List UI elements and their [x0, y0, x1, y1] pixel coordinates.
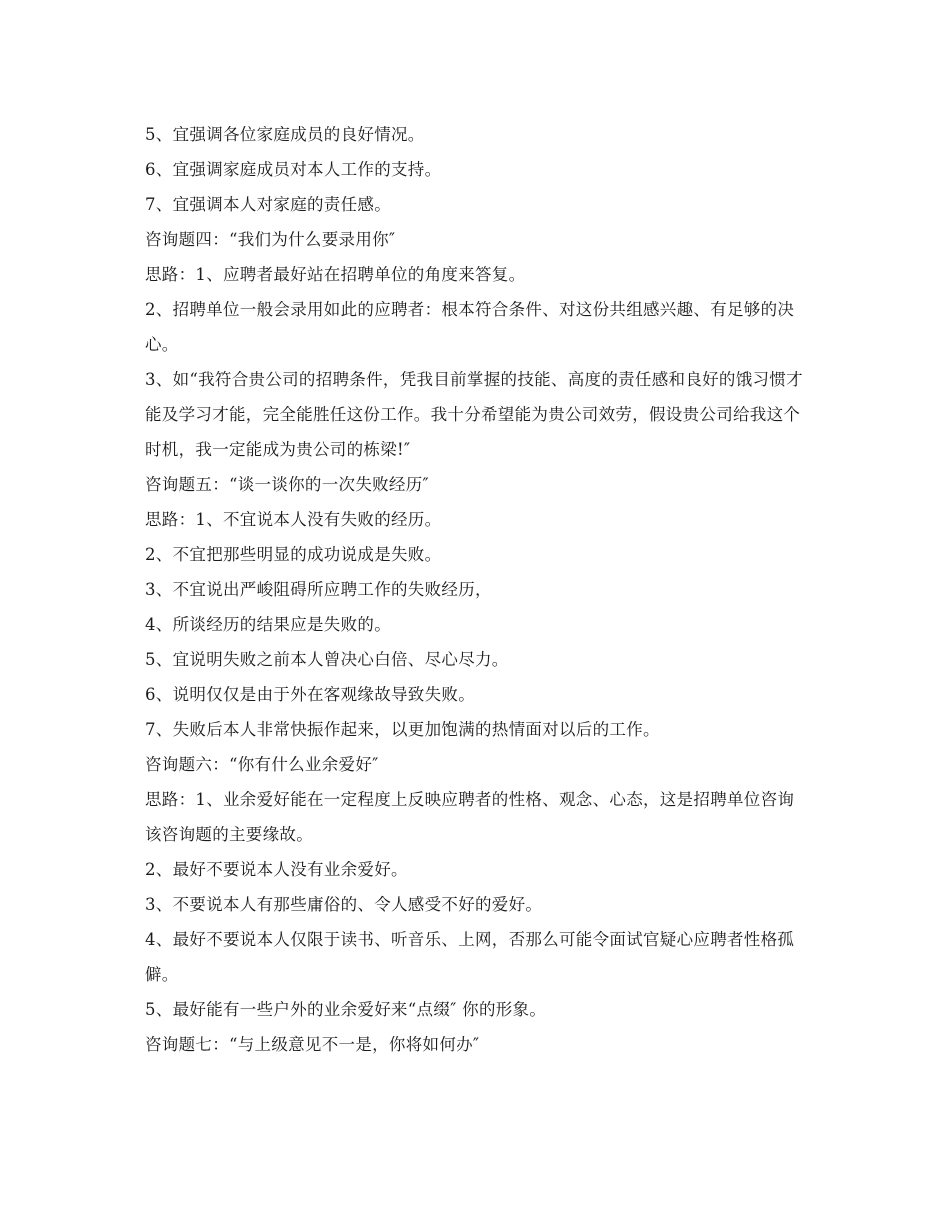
- text-line: 2、招聘单位一般会录用如此的应聘者：根本符合条件、对这份共组感兴趣、有足够的决心。: [145, 300, 795, 354]
- question-heading: 咨询题五：“谈一谈你的一次失败经历″: [145, 475, 429, 494]
- text-line: 3、不宜说出严峻阻碍所应聘工作的失败经历，: [145, 580, 492, 599]
- question-heading: 咨询题四：“我们为什么要录用你″: [145, 230, 396, 249]
- text-line: 2、最好不要说本人没有业余爱好。: [145, 860, 408, 879]
- text-line: 4、最好不要说本人仅限于读书、听音乐、上网，否那么可能令面试官疑心应聘者性格孤僻。: [145, 930, 795, 984]
- text-line: 思路：1、业余爱好能在一定程度上反映应聘者的性格、观念、心态，这是招聘单位咨询该咨询题的主要缘故。: [145, 790, 795, 844]
- text-line: 思路：1、应聘者最好站在招聘单位的角度来答复。: [145, 265, 526, 284]
- text-line: 7、失败后本人非常快振作起来，以更加饱满的热情面对以后的工作。: [145, 720, 660, 739]
- text-line: 4、所谈经历的结果应是失败的。: [145, 615, 391, 634]
- question-heading: 咨询题七：“与上级意见不一是，你将如何办″: [145, 1035, 480, 1054]
- text-line: 2、不宜把那些明显的成功说成是失败。: [145, 545, 442, 564]
- text-line: 3、不要说本人有那些庸俗的、令人感受不好的爱好。: [145, 895, 543, 914]
- document-body: [145, 117, 810, 1062]
- question-heading: 咨询题六：“你有什么业余爱好″: [145, 755, 379, 774]
- text-line: 7、宜强调本人对家庭的责任感。: [145, 195, 391, 214]
- text-line: 思路：1、不宜说本人没有失败的经历。: [145, 510, 442, 529]
- text-line: 6、宜强调家庭成员对本人工作的支持。: [145, 160, 442, 179]
- text-line: 3、如“我符合贵公司的招聘条件，凭我目前掌握的技能、高度的责任感和良好的饿习惯才能及学习才能，完全能胜任这份工作。我十分希望能为贵公司效劳，假设贵公司给我这个时机，我一定能成为贵公司的栋梁!″: [145, 370, 803, 459]
- text-line: 6、说明仅仅是由于外在客观缘故导致失败。: [145, 685, 475, 704]
- text-line: 5、宜强调各位家庭成员的良好情况。: [145, 125, 425, 144]
- text-line: 5、最好能有一些户外的业余爱好来“点缀″ 你的形象。: [145, 1000, 547, 1019]
- text-line: 5、宜说明失败之前本人曾决心白倍、尽心尽力。: [145, 650, 509, 669]
